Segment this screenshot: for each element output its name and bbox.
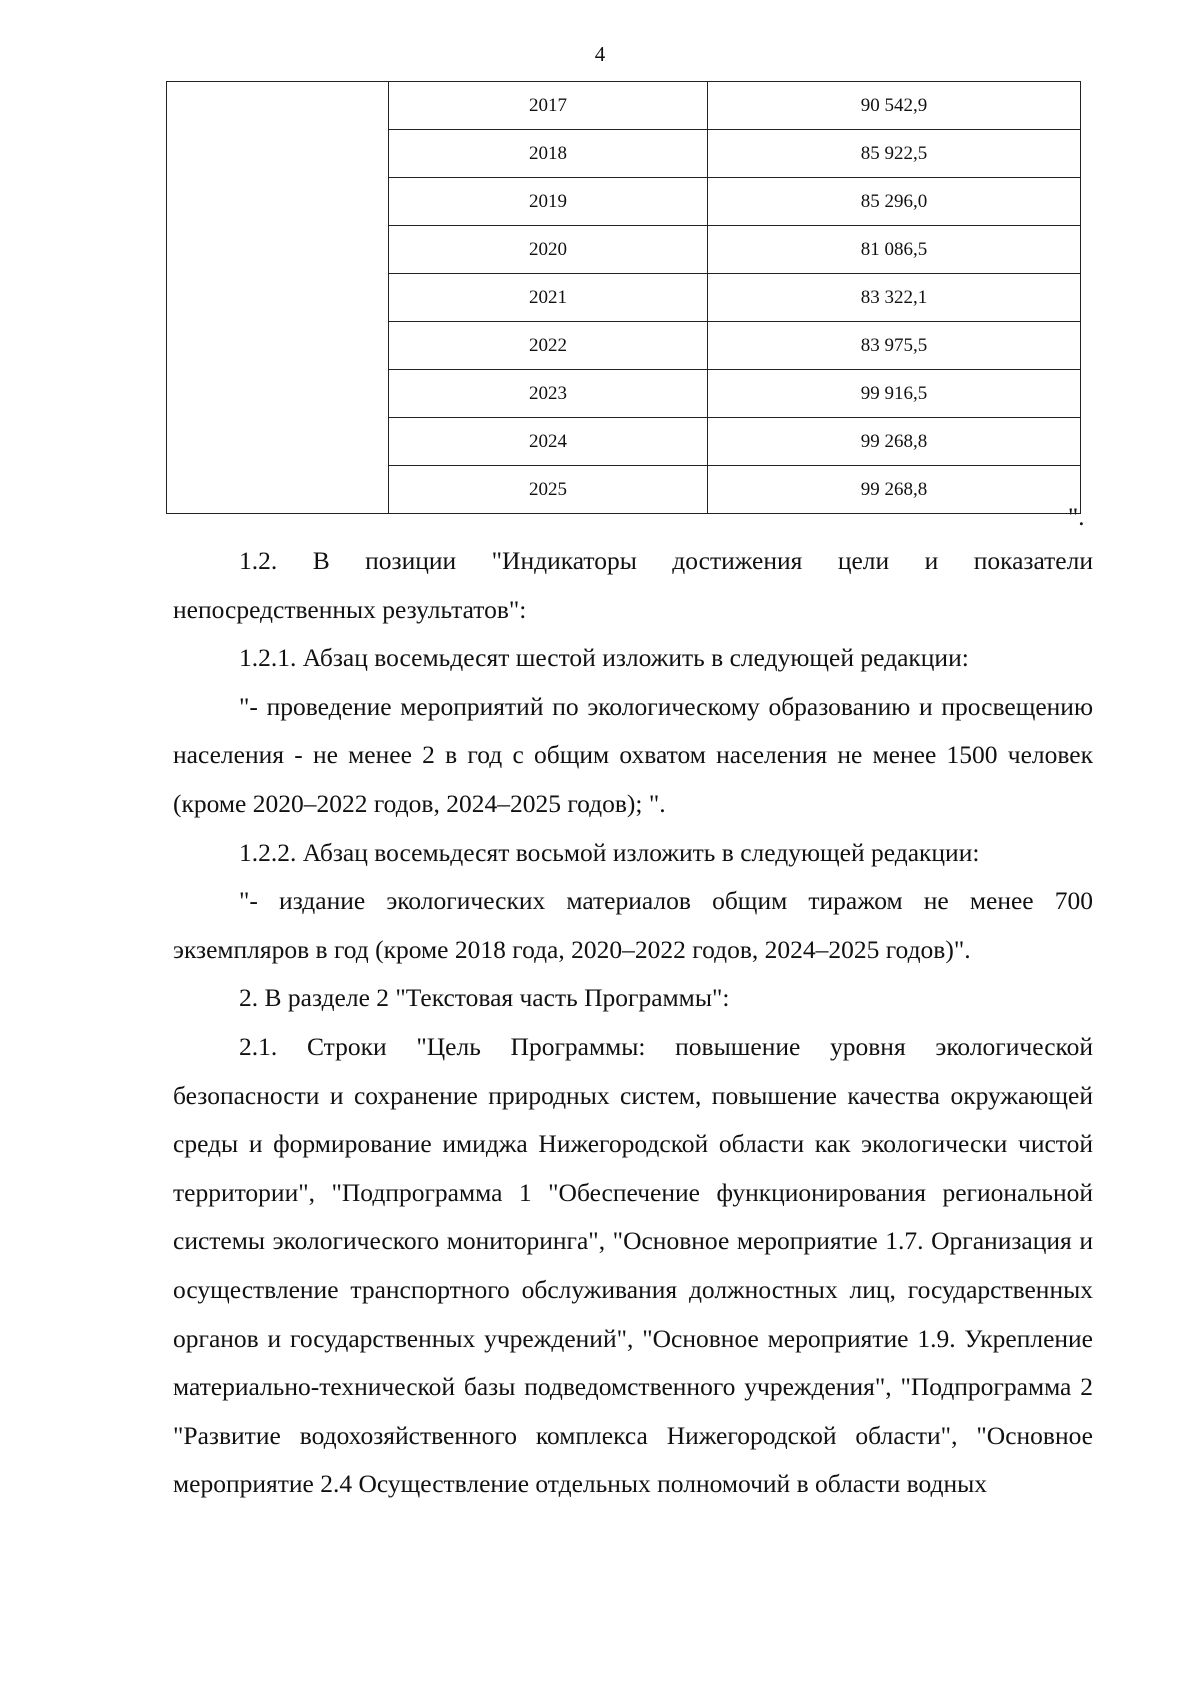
year-cell: 2024 <box>389 418 708 466</box>
empty-label-cell <box>167 82 389 514</box>
value-cell: 90 542,9 <box>708 82 1081 130</box>
value-cell: 85 922,5 <box>708 130 1081 178</box>
year-cell: 2021 <box>389 274 708 322</box>
year-cell: 2018 <box>389 130 708 178</box>
value-cell: 99 916,5 <box>708 370 1081 418</box>
page-number: 4 <box>594 42 606 66</box>
value-cell: 85 296,0 <box>708 178 1081 226</box>
funding-table <box>166 81 1081 514</box>
table-closing-quote: ". <box>1068 504 1085 531</box>
value-cell: 81 086,5 <box>708 226 1081 274</box>
paragraph-quote-materials: "- издание экологических материалов общим тиражом не менее 700 экземпляров в год (кроме 2018 года, 2020–2022 годов, 2024–2025 годов)". <box>173 886 1093 964</box>
paragraph-2: 2. В разделе 2 "Текстовая часть Программы": <box>239 983 730 1013</box>
year-cell: 2025 <box>389 466 708 514</box>
value-cell: 99 268,8 <box>708 418 1081 466</box>
year-cell: 2017 <box>389 82 708 130</box>
table-row <box>167 82 1081 130</box>
value-cell: 99 268,8 <box>708 466 1081 514</box>
paragraph-1-2-2: 1.2.2. Абзац восемьдесят восьмой изложить в следующей редакции: <box>239 837 980 867</box>
paragraph-1-2-1: 1.2.1. Абзац восемьдесят шестой изложить в следующей редакции: <box>239 643 969 673</box>
year-cell: 2023 <box>389 370 708 418</box>
paragraph-2-1: 2.1. Строки "Цель Программы: повышение уровня экологической безопасности и сохранение природных систем, повышение качества окружающей среды и формирование имиджа Нижегородской области как экологически чистой территории", "Подпрограмма 1 "Обеспечение функционирования региональной системы экологического мониторинга", "Основное мероприятие 1.7. Организация и осуществление транспортного обслуживания должностных лиц, государственных органов и государственных учреждений", "Основное мероприятие 1.9. Укрепление материально-технической базы подведомственного учреждения", "Подпрограмма 2 "Развитие водохозяйственного комплекса Нижегородской области", "Основное мероприятие 2.4 Осуществление отдельных полномочий в области водных <box>173 1031 1093 1499</box>
year-cell: 2022 <box>389 322 708 370</box>
document-body <box>173 537 1093 1509</box>
value-cell: 83 975,5 <box>708 322 1081 370</box>
paragraph-quote-events: "- проведение мероприятий по экологическому образованию и просвещению населения - не менее 2 в год с общим охватом населения не менее 1500 человек (кроме 2020–2022 годов, 2024–2025 годов); ". <box>173 691 1093 818</box>
value-cell: 83 322,1 <box>708 274 1081 322</box>
year-cell: 2019 <box>389 178 708 226</box>
year-cell: 2020 <box>389 226 708 274</box>
paragraph-1-2: 1.2. В позиции "Индикаторы достижения цели и показатели непосредственных результатов": <box>173 546 1093 624</box>
